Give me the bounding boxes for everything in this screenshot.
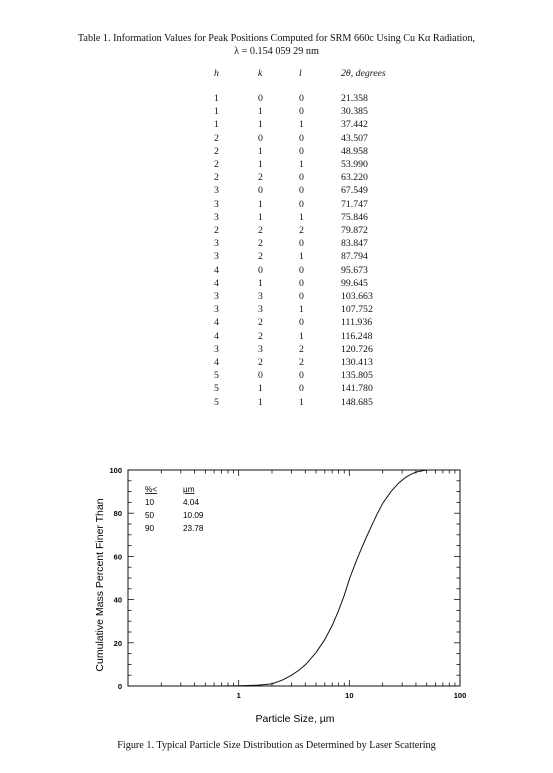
cell-h: 2	[214, 145, 219, 157]
cell-two-theta: 37.442	[341, 119, 368, 131]
cell-l: 0	[299, 291, 304, 303]
cell-two-theta: 130.413	[341, 357, 373, 369]
cell-two-theta: 111.936	[341, 317, 373, 329]
cell-l: 2	[299, 343, 304, 355]
cell-h: 2	[214, 132, 219, 144]
cell-h: 4	[214, 330, 219, 342]
inset-row-size: 4.04	[183, 498, 199, 507]
cell-two-theta: 135.805	[341, 370, 373, 382]
cell-two-theta: 83.847	[341, 238, 368, 250]
cell-h: 2	[214, 172, 219, 184]
cell-h: 3	[214, 185, 219, 197]
cell-h: 3	[214, 251, 219, 263]
y-axis-label: Cumulative Mass Percent Finer Than	[94, 498, 106, 672]
cell-l: 0	[299, 93, 304, 104]
cell-l: 0	[299, 106, 304, 118]
cell-h: 5	[214, 370, 219, 382]
cell-l: 0	[299, 317, 304, 329]
cell-two-theta: 63.220	[341, 172, 368, 184]
cell-k: 1	[258, 277, 263, 289]
cell-two-theta: 107.752	[341, 304, 373, 316]
inset-row-size: 10.09	[183, 511, 204, 520]
cell-two-theta: 21.358	[341, 93, 368, 104]
cell-k: 1	[258, 211, 263, 223]
cell-k: 2	[258, 172, 263, 184]
header-h: h	[214, 68, 219, 79]
cell-l: 1	[299, 330, 304, 342]
cell-h: 3	[214, 238, 219, 250]
x-tick-label: 100	[453, 691, 467, 700]
cell-k: 0	[258, 93, 263, 104]
cell-k: 0	[258, 132, 263, 144]
inset-row-percent: 90	[145, 524, 155, 533]
cell-l: 1	[299, 396, 304, 408]
cell-two-theta: 75.846	[341, 211, 368, 223]
cell-l: 1	[299, 159, 304, 171]
cell-h: 3	[214, 198, 219, 210]
cell-h: 5	[214, 383, 219, 395]
cell-two-theta: 120.726	[341, 343, 373, 355]
chart-axes	[128, 470, 460, 686]
cell-two-theta: 71.747	[341, 198, 368, 210]
cell-h: 2	[214, 159, 219, 171]
cell-l: 1	[299, 251, 304, 263]
y-tick-label: 40	[113, 595, 122, 605]
cell-two-theta: 79.872	[341, 225, 368, 237]
cell-two-theta: 53.990	[341, 159, 368, 171]
cell-h: 3	[214, 304, 219, 316]
y-tick-label: 100	[109, 466, 122, 475]
cell-two-theta: 87.794	[341, 251, 368, 263]
cell-l: 1	[299, 119, 304, 131]
cell-k: 2	[258, 330, 263, 342]
chart-tick-labels	[109, 466, 466, 700]
cell-l: 1	[299, 304, 304, 316]
cell-k: 2	[258, 251, 263, 263]
inset-row-percent: 50	[145, 511, 155, 520]
cell-k: 1	[258, 145, 263, 157]
header-k: k	[258, 68, 263, 79]
cell-l: 2	[299, 357, 304, 369]
cell-two-theta: 116.248	[341, 330, 373, 342]
statistics-inset	[145, 485, 204, 533]
cell-two-theta: 141.780	[341, 383, 373, 395]
cell-k: 3	[258, 304, 263, 316]
cell-h: 3	[214, 291, 219, 303]
cell-h: 3	[214, 211, 219, 223]
cell-k: 3	[258, 291, 263, 303]
y-tick-label: 20	[113, 638, 122, 648]
y-tick-label: 80	[113, 509, 122, 519]
cell-k: 1	[258, 383, 263, 395]
cell-l: 0	[299, 238, 304, 250]
header-l: l	[299, 68, 302, 79]
cell-h: 4	[214, 277, 219, 289]
inset-row-percent: 10	[145, 498, 155, 507]
cell-l: 0	[299, 132, 304, 144]
cell-h: 1	[214, 93, 219, 104]
cell-l: 0	[299, 145, 304, 157]
cell-k: 3	[258, 343, 263, 355]
cell-k: 1	[258, 396, 263, 408]
cell-two-theta: 67.549	[341, 185, 368, 197]
x-tick-label: 1	[236, 691, 241, 700]
chart-ticks	[128, 470, 460, 686]
cell-k: 1	[258, 159, 263, 171]
y-tick-label: 60	[113, 552, 122, 562]
table-caption-line1: Table 1. Information Values for Peak Positions Computed for SRM 660c Using Cu Kα Radiation,	[77, 33, 476, 44]
cell-k: 1	[258, 106, 263, 118]
cell-two-theta: 103.663	[341, 291, 373, 303]
cell-h: 3	[214, 343, 219, 355]
cell-k: 2	[258, 317, 263, 329]
cell-k: 0	[258, 185, 263, 197]
cell-h: 4	[214, 317, 219, 329]
cell-two-theta: 99.645	[341, 277, 368, 289]
cell-l: 0	[299, 383, 304, 395]
cell-h: 4	[214, 264, 219, 276]
cell-l: 1	[299, 211, 304, 223]
distribution-curve	[222, 470, 460, 686]
y-tick-label: 0	[117, 682, 122, 691]
cell-k: 2	[258, 357, 263, 369]
header-two-theta: 2θ, degrees	[341, 68, 386, 79]
cell-two-theta: 148.685	[341, 396, 373, 408]
cell-two-theta: 95.673	[341, 264, 368, 276]
cell-l: 0	[299, 370, 304, 382]
cell-l: 0	[299, 198, 304, 210]
x-axis-label: Particle Size, µm	[255, 713, 335, 725]
cell-h: 1	[214, 119, 219, 131]
inset-header-micrometer: µm	[183, 485, 195, 494]
cell-l: 0	[299, 264, 304, 276]
plot-frame	[128, 470, 460, 686]
cell-k: 0	[258, 370, 263, 382]
figure-caption: Figure 1. Typical Particle Size Distribution as Determined by Laser Scattering	[117, 740, 436, 751]
inset-row-size: 23.78	[183, 524, 204, 533]
cell-k: 1	[258, 119, 263, 131]
cell-h: 1	[214, 106, 219, 118]
cell-two-theta: 30.385	[341, 106, 368, 118]
cell-h: 2	[214, 225, 219, 237]
cell-two-theta: 43.507	[341, 132, 368, 144]
cell-l: 2	[299, 225, 304, 237]
cell-h: 4	[214, 357, 219, 369]
inset-header-percent: %<	[145, 485, 158, 494]
cell-h: 5	[214, 396, 219, 408]
cell-k: 2	[258, 238, 263, 250]
cell-two-theta: 48.958	[341, 145, 368, 157]
table-caption-line2: λ = 0.154 059 29 nm	[234, 46, 319, 57]
cell-l: 0	[299, 185, 304, 197]
cell-k: 1	[258, 198, 263, 210]
cell-l: 0	[299, 277, 304, 289]
cell-k: 2	[258, 225, 263, 237]
cell-l: 0	[299, 172, 304, 184]
x-tick-label: 10	[345, 691, 354, 700]
cell-k: 0	[258, 264, 263, 276]
